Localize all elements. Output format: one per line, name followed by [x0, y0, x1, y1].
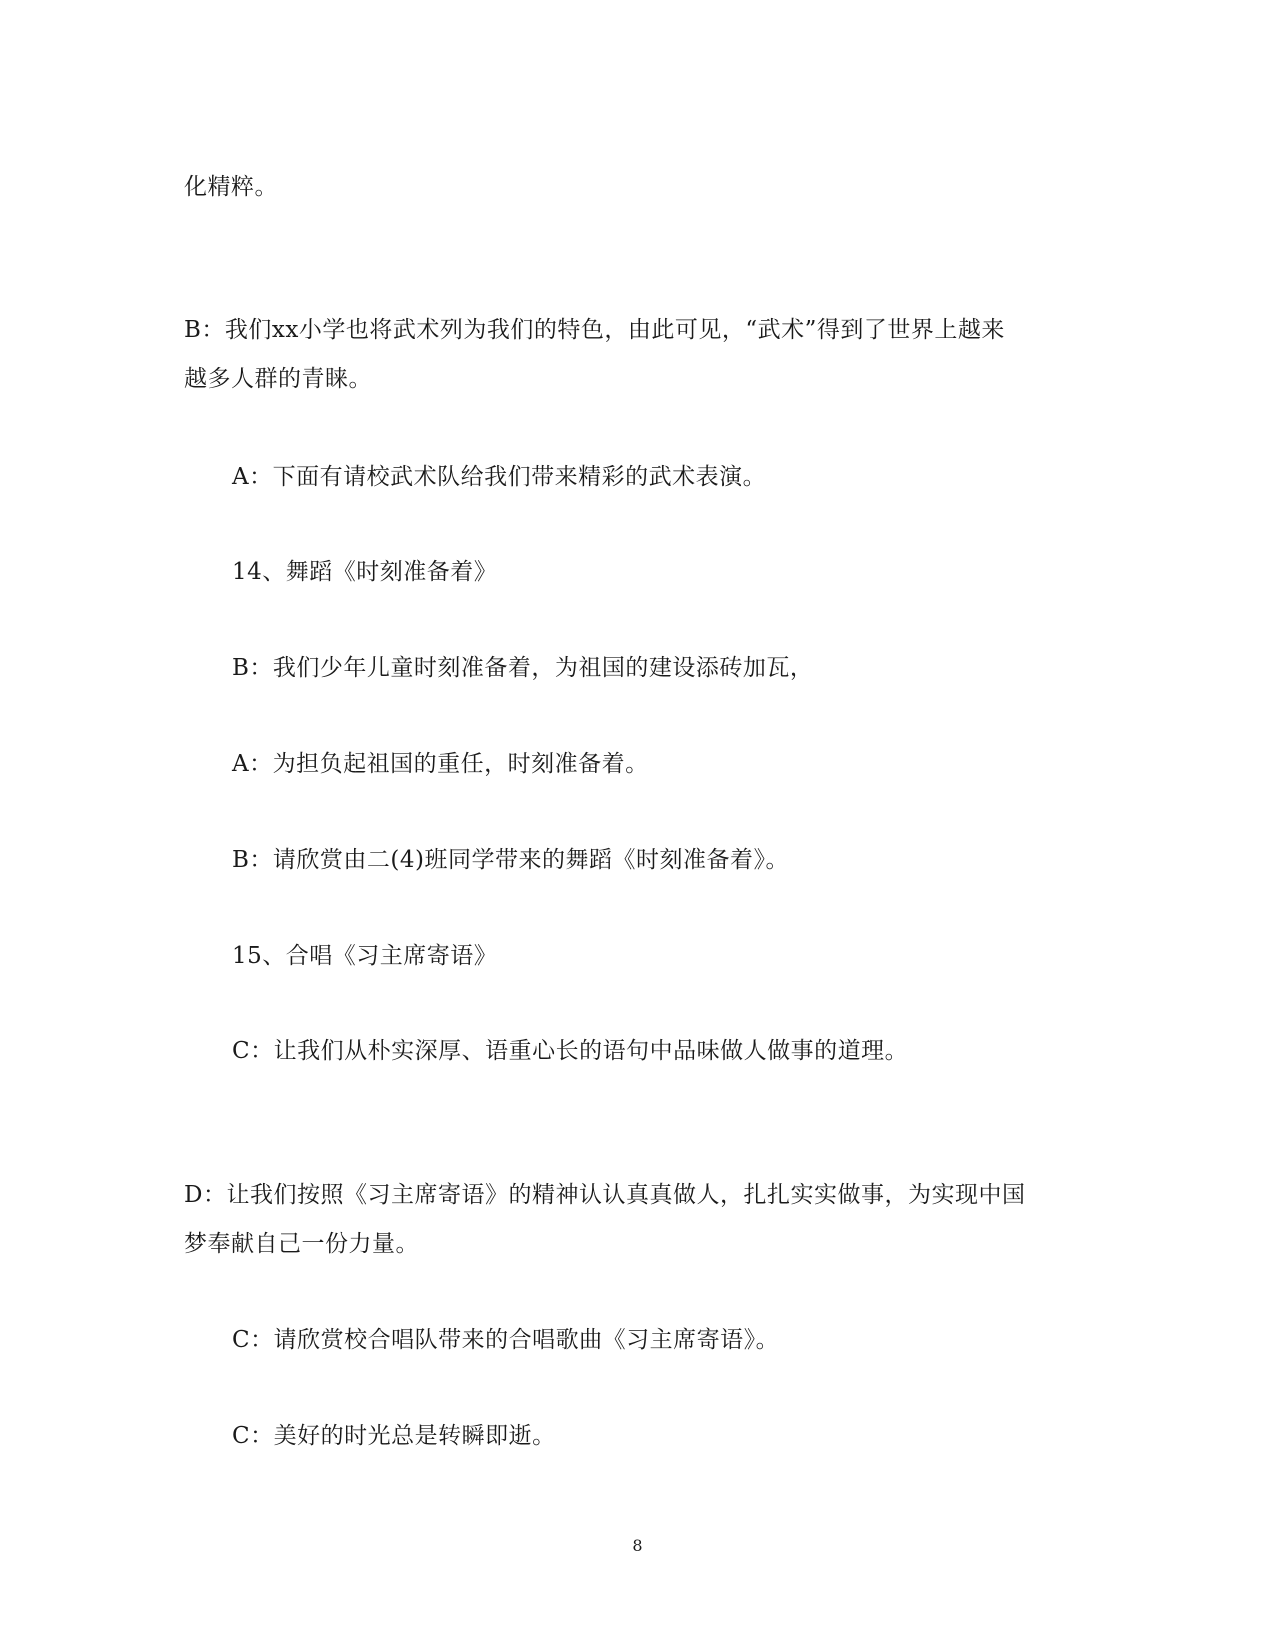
paragraph-line: 越多人群的青睐。	[184, 366, 372, 392]
paragraph-line: B：我们少年儿童时刻准备着，为祖国的建设添砖加瓦，	[232, 655, 814, 681]
paragraph-line: C：请欣赏校合唱队带来的合唱歌曲《习主席寄语》。	[232, 1327, 780, 1353]
paragraph-line: 梦奉献自己一份力量。	[184, 1231, 419, 1257]
paragraph-line: B：请欣赏由二(4)班同学带来的舞蹈《时刻准备着》。	[232, 847, 789, 873]
paragraph-line: D：让我们按照《习主席寄语》的精神认认真真做人，扎扎实实做事，为实现中国	[184, 1182, 1026, 1208]
page-number: 8	[632, 1536, 643, 1555]
paragraph-line: A：下面有请校武术队给我们带来精彩的武术表演。	[232, 464, 767, 490]
paragraph-line: 化精粹。	[184, 174, 278, 200]
section-heading: 14、舞蹈《时刻准备着》	[232, 559, 498, 585]
paragraph-line: C：美好的时光总是转瞬即逝。	[232, 1423, 556, 1449]
paragraph-line: B：我们xx小学也将武术列为我们的特色，由此可见，“武术”得到了世界上越来	[184, 317, 1005, 343]
section-heading: 15、合唱《习主席寄语》	[232, 943, 498, 969]
paragraph-line: C：让我们从朴实深厚、语重心长的语句中品味做人做事的道理。	[232, 1038, 909, 1064]
paragraph-line: A：为担负起祖国的重任，时刻准备着。	[232, 751, 649, 777]
